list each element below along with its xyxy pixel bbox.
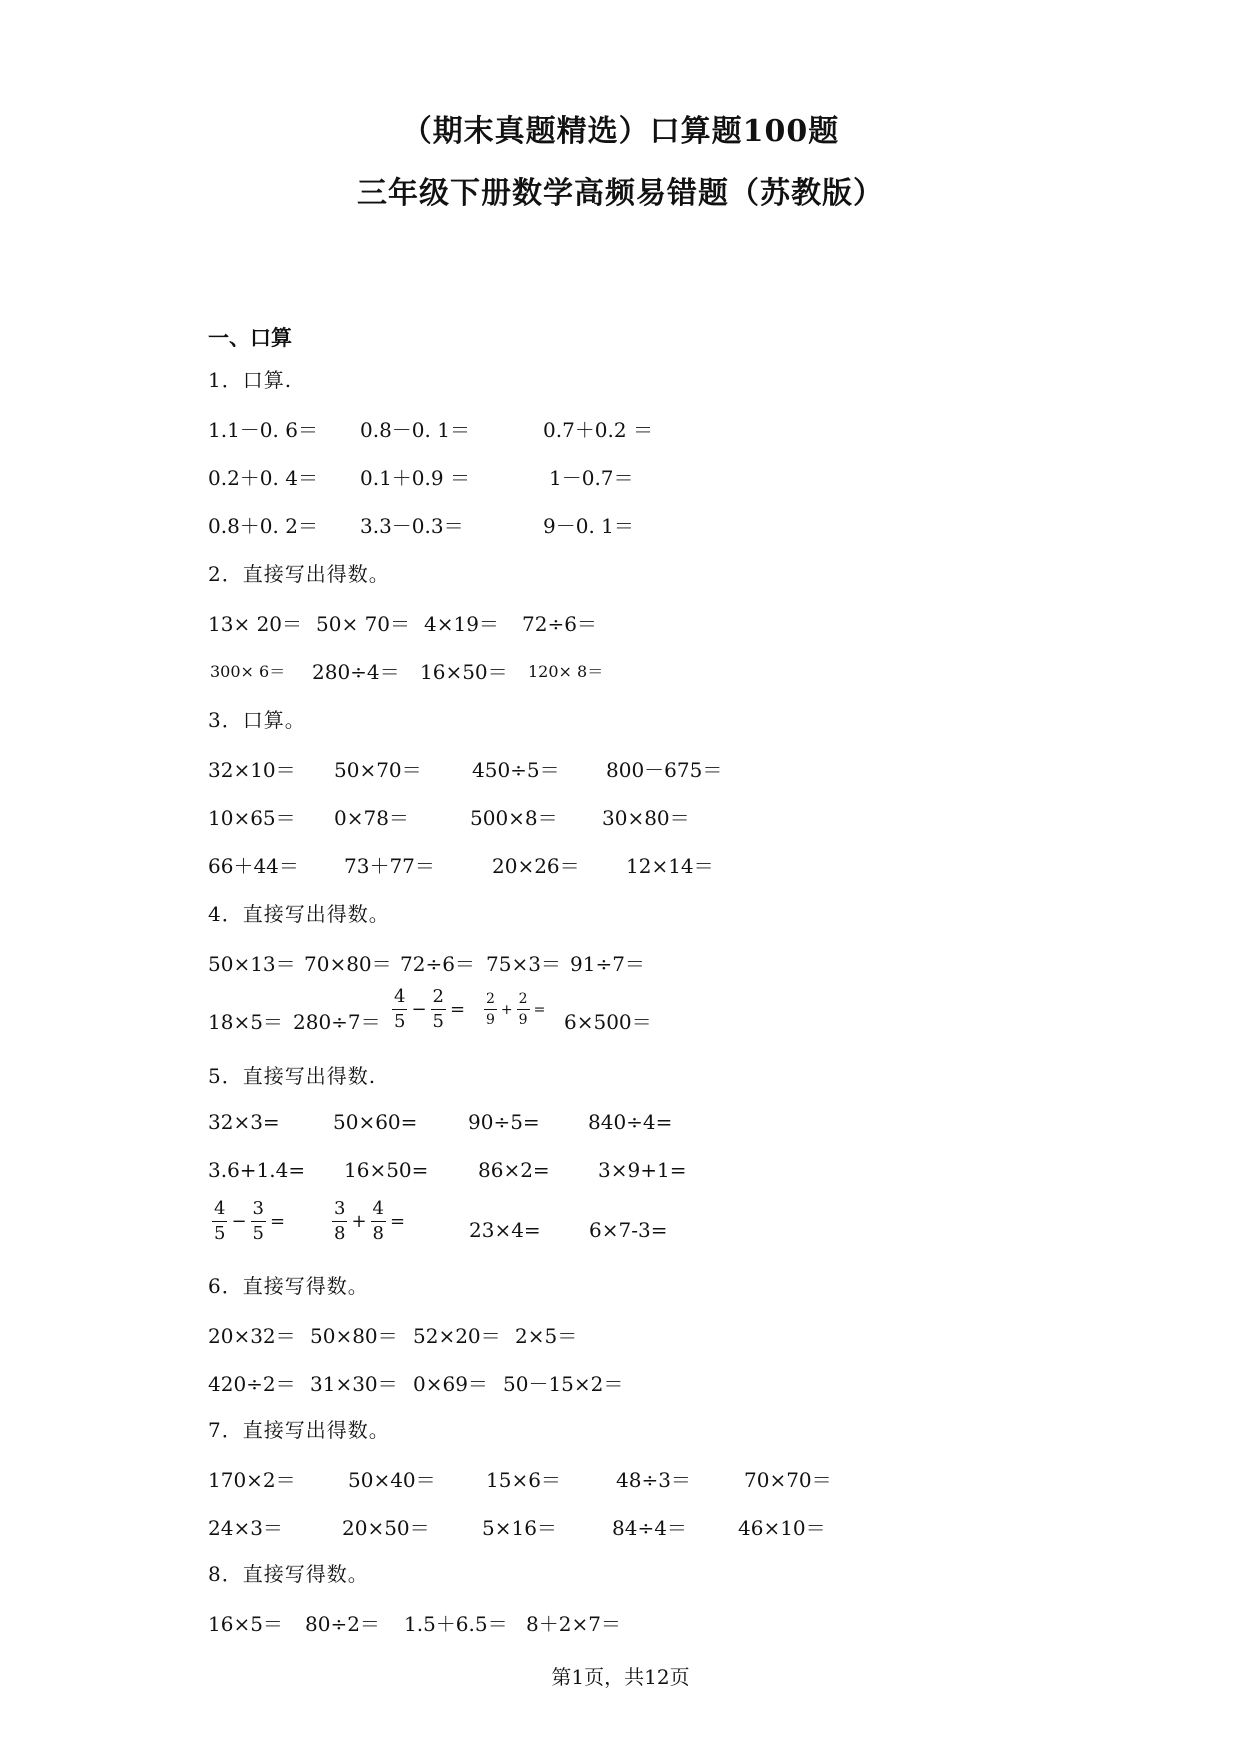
problem-row <box>0 802 1241 838</box>
question-label: 1．口算. <box>208 368 293 392</box>
problem: 1.1－0. 6＝ <box>208 418 318 442</box>
problem: 24×3＝ <box>208 1516 283 1540</box>
problem-row <box>0 754 1241 790</box>
problem-row <box>0 1158 1241 1194</box>
problem: 0.7＋0.2 ＝ <box>543 418 653 442</box>
problem: 50×70＝ <box>334 758 422 782</box>
problem: 3.6+1.4= <box>208 1158 306 1182</box>
problem: 2×5＝ <box>515 1324 578 1348</box>
problem: 500×8＝ <box>470 806 558 830</box>
problem: 280÷4＝ <box>312 660 400 684</box>
fraction-problem: $\frac{4}{5}$ − $\frac{2}{5}$ = <box>394 986 466 1032</box>
problem: 70×80＝ <box>304 952 392 976</box>
problem: 800－675＝ <box>606 758 723 782</box>
problem: 1.5＋6.5＝ <box>404 1612 508 1636</box>
problem: 52×20＝ <box>413 1324 501 1348</box>
problem: 280÷7＝ <box>293 1010 381 1034</box>
problem: 32×10＝ <box>208 758 296 782</box>
problem: 12×14＝ <box>626 854 714 878</box>
problem: 170×2＝ <box>208 1468 296 1492</box>
section-heading: 一、口算 <box>208 325 292 350</box>
problem: 0.8－0. 1＝ <box>360 418 470 442</box>
problem: 13× 20＝ <box>208 612 303 636</box>
problem: 23×4= <box>469 1218 541 1242</box>
problem: 0.8＋0. 2＝ <box>208 514 318 538</box>
problem: 31×30＝ <box>310 1372 398 1396</box>
problem: 84÷4＝ <box>612 1516 687 1540</box>
problem-row <box>0 1512 1241 1548</box>
problem: 75×3＝ <box>486 952 561 976</box>
problem: 66＋44＝ <box>208 854 299 878</box>
question-label: 2．直接写出得数。 <box>208 562 390 586</box>
problem: 50×40＝ <box>348 1468 436 1492</box>
problem: 30×80＝ <box>602 806 690 830</box>
problem: 70×70＝ <box>744 1468 832 1492</box>
question-label: 3．口算。 <box>208 708 306 732</box>
problem-row <box>0 510 1241 546</box>
problem: 73＋77＝ <box>344 854 435 878</box>
problem: 80÷2＝ <box>305 1612 380 1636</box>
problem: 300× 6＝ <box>210 662 286 681</box>
problem: 6×500＝ <box>564 1010 652 1034</box>
problem: 0.2＋0. 4＝ <box>208 466 318 490</box>
problem: 91÷7＝ <box>570 952 645 976</box>
page-footer: 第1页，共12页 <box>551 1665 690 1689</box>
problem: 32×3= <box>208 1110 280 1134</box>
problem: 18×5＝ <box>208 1010 283 1034</box>
problem: 50－15×2＝ <box>503 1372 624 1396</box>
problem: 120× 8＝ <box>528 662 604 681</box>
problem: 50×60= <box>333 1110 418 1134</box>
problem: 50×13＝ <box>208 952 296 976</box>
problem: 50×80＝ <box>310 1324 398 1348</box>
problem-row <box>0 1320 1241 1356</box>
problem: 16×50= <box>344 1158 429 1182</box>
problem-row <box>0 850 1241 886</box>
problem-row <box>0 608 1241 644</box>
problem: 5×16＝ <box>482 1516 557 1540</box>
problem: 15×6＝ <box>486 1468 561 1492</box>
problem-row <box>0 656 1241 692</box>
problem-row <box>0 948 1241 984</box>
problem: 16×50＝ <box>420 660 508 684</box>
problem: 48÷3＝ <box>616 1468 691 1492</box>
problem-row <box>0 414 1241 450</box>
problem: 20×26＝ <box>492 854 580 878</box>
problem: 1－0.7＝ <box>549 466 634 490</box>
problem: 0×78＝ <box>334 806 409 830</box>
problem-row <box>0 1608 1241 1644</box>
page-title: （期末真题精选）口算题100题 <box>401 114 840 149</box>
problem: 3×9+1= <box>598 1158 687 1182</box>
fraction-problem: $\frac{3}{8}$ + $\frac{4}{8}$ = <box>334 1198 406 1244</box>
problem: 0.1＋0.9 ＝ <box>360 466 470 490</box>
question-label: 5．直接写出得数. <box>208 1064 377 1088</box>
problem: 6×7-3= <box>589 1218 668 1242</box>
fraction-problem: $\frac{4}{5}$ − $\frac{3}{5}$ = <box>214 1198 286 1244</box>
question-label: 4．直接写出得数。 <box>208 902 390 926</box>
problem: 8＋2×7＝ <box>526 1612 621 1636</box>
problem-row <box>0 986 1241 1042</box>
problem-row <box>0 1368 1241 1404</box>
problem-row <box>0 1464 1241 1500</box>
problem: 0×69＝ <box>413 1372 488 1396</box>
problem: 9－0. 1＝ <box>543 514 634 538</box>
page-subtitle: 三年级下册数学高频易错题（苏教版） <box>357 176 884 211</box>
problem: 16×5＝ <box>208 1612 283 1636</box>
problem: 20×32＝ <box>208 1324 296 1348</box>
problem-row <box>0 1198 1241 1254</box>
problem: 10×65＝ <box>208 806 296 830</box>
fraction-problem: $\frac{2}{9}$ + $\frac{2}{9}$ = <box>486 991 546 1028</box>
problem: 20×50＝ <box>342 1516 430 1540</box>
question-label: 8．直接写得数。 <box>208 1562 369 1586</box>
question-label: 7．直接写出得数。 <box>208 1418 390 1442</box>
problem: 86×2= <box>478 1158 550 1182</box>
problem-row <box>0 1110 1241 1146</box>
problem: 3.3－0.3＝ <box>360 514 464 538</box>
problem-row <box>0 462 1241 498</box>
problem: 450÷5＝ <box>472 758 560 782</box>
question-label: 6．直接写得数。 <box>208 1274 369 1298</box>
problem: 90÷5= <box>468 1110 540 1134</box>
problem: 46×10＝ <box>738 1516 826 1540</box>
problem: 72÷6＝ <box>522 612 597 636</box>
problem: 420÷2＝ <box>208 1372 296 1396</box>
problem: 840÷4= <box>588 1110 673 1134</box>
problem: 4×19＝ <box>424 612 499 636</box>
problem: 72÷6＝ <box>400 952 475 976</box>
problem: 50× 70＝ <box>316 612 411 636</box>
